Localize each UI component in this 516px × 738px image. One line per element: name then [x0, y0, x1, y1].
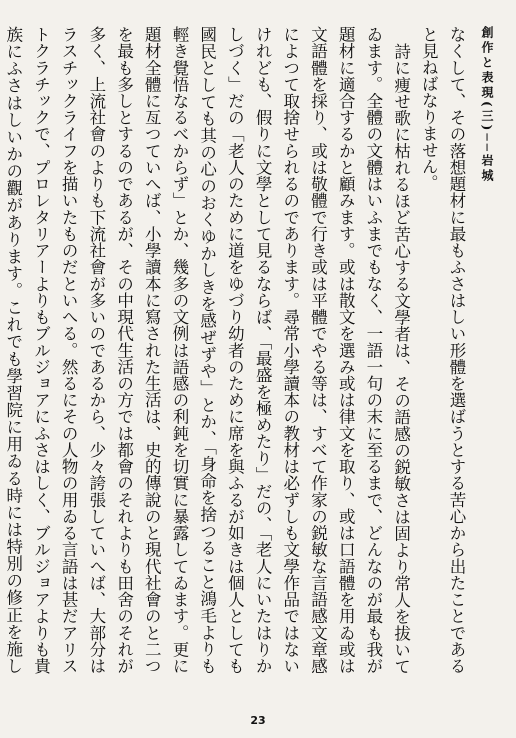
paragraph: なくして、その落想題材に最もふさはしい形體を選ばうとする苦心から出たことであると見ねばなりません。 — [419, 26, 466, 674]
page-number: 23 — [250, 714, 266, 727]
running-header: 創作と表現(三)──岩城 — [480, 26, 494, 184]
body-text — [3, 26, 470, 674]
paragraph: 詩に痩せ歌に枯れるほど苦心する文學者は、その語感の鋭敏さは固より常人を拔いてゐます。全體の文體はいふまでもなく、一語一句の末に至るまで、どんなのが最も我が題材に適合するかと顧みます。或は散文を選み或は律文を取り、或は口語體を用ゐ或は文語體を採り、或は敬體で行き或は平體でやる等は、すべて作家の鋭敏な言語感文章感によつて取捨せられるのであります。尋常小學讀本の教材は必ずしも文學作品ではないけれども、假りに文學として見るならば、「最盛を極めたり」だの、「老人にいたはりかしづく」だの「老人のために道をゆづり幼者のために席を與ふるが如きは個人としても國民としても其の心のおくゆかしきを感ぜずや」とか、「身命を捨つること鴻毛よりも輕き覺悟なるべからず」とか、幾多の文例は語感の利鈍を切實に暴露してゐます。更に題材全體に亙つていへば、小學讀本に寫された生活は、史的傳說のと現代社會のと二つを最も多しとするのであるが、その中現代生活の方では都會のそれよりも田舍のそれが多く、上流社會のよりも下流社會が多いのであるから、少々誇張していへば、大部分はラスチックライフを描いたものだといへる。然るにその人物の用ゐる言語は甚だアリストクラチックで、プロレタリアーよりもブルジョアにふさはしく、ブルジョアよりも貴族にふさはしいかの觀があります。これでも學習院に用ゐる時には特別の修正を施し — [3, 26, 411, 674]
